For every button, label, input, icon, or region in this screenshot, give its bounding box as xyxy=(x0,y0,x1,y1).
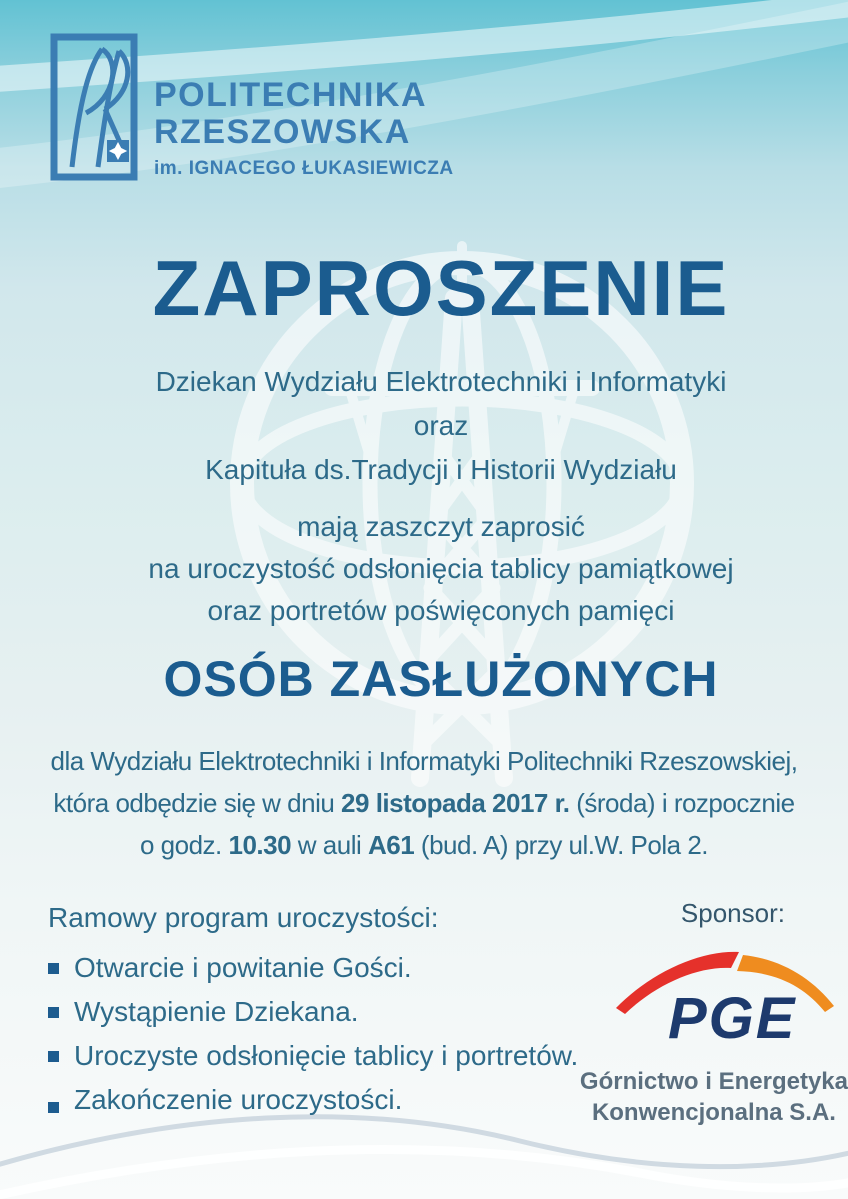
program-item xyxy=(48,990,578,1034)
program-heading: Ramowy program uroczystości: xyxy=(48,902,439,933)
program-item-label: Wystąpienie Dziekana. xyxy=(74,996,359,1027)
bullet-square-icon xyxy=(48,1007,59,1018)
pge-logo-text: PGE xyxy=(668,986,797,1051)
details-line3: o godz. 10.30 w auli A61 (bud. A) przy ul.W. Pola 2. xyxy=(139,830,709,860)
event-room: A61 xyxy=(368,830,415,860)
pge-logo xyxy=(606,942,844,1060)
company-line1: Górnictwo i Energetyka xyxy=(579,1068,848,1095)
bullet-square-icon xyxy=(48,963,59,974)
university-name-line1: POLITECHNIKA xyxy=(154,76,427,114)
invitation-line1: mają zaszczyt zaprosić xyxy=(297,511,585,542)
invitation-line2: na uroczystość odsłonięcia tablicy pamiątkowej xyxy=(148,553,734,584)
program-block xyxy=(48,902,578,1122)
invitation-line3: oraz portretów poświęconych pamięci xyxy=(207,595,675,626)
host-line-dean: Dziekan Wydziału Elektrotechniki i Informatyki xyxy=(155,366,727,397)
poster-title: ZAPROSZENIE xyxy=(152,244,730,332)
host-line-and: oraz xyxy=(413,410,469,441)
host-line-chapter: Kapituła ds.Tradycji i Historii Wydziału xyxy=(205,454,677,485)
bullet-square-icon xyxy=(48,1102,59,1113)
company-line2: Konwencjonalna S.A. xyxy=(591,1099,836,1126)
event-details xyxy=(0,740,848,866)
program-item xyxy=(48,1078,578,1122)
program-item-label: Otwarcie i powitanie Gości. xyxy=(74,952,412,983)
sponsor-label: Sponsor: xyxy=(680,898,785,928)
event-date: 29 listopada 2017 r. xyxy=(341,788,570,818)
honorees-heading: OSÓB ZASŁUŻONYCH xyxy=(163,651,719,707)
pr-monogram-icon xyxy=(50,33,138,181)
bullet-square-icon xyxy=(48,1051,59,1062)
university-name-line2: RZESZOWSKA xyxy=(154,113,411,151)
university-patron: im. IGNACEGO ŁUKASIEWICZA xyxy=(154,158,454,179)
details-line2: która odbędzie się w dniu 29 listopada 2017 r. (środa) i rozpocznie xyxy=(53,788,795,818)
program-item-label: Uroczyste odsłonięcie tablicy i portretów. xyxy=(74,1040,579,1071)
program-item xyxy=(48,1034,578,1078)
sponsor-company-name xyxy=(580,1066,848,1128)
university-logo-block xyxy=(50,33,454,181)
invitation-block xyxy=(0,506,848,632)
details-line1: dla Wydziału Elektrotechniki i Informatyki Politechniki Rzeszowskiej, xyxy=(50,746,798,776)
hosts-block xyxy=(0,360,848,492)
program-item-label: Zakończenie uroczystości. xyxy=(74,1084,403,1115)
program-item xyxy=(48,946,578,990)
event-time: 10.30 xyxy=(228,830,292,860)
